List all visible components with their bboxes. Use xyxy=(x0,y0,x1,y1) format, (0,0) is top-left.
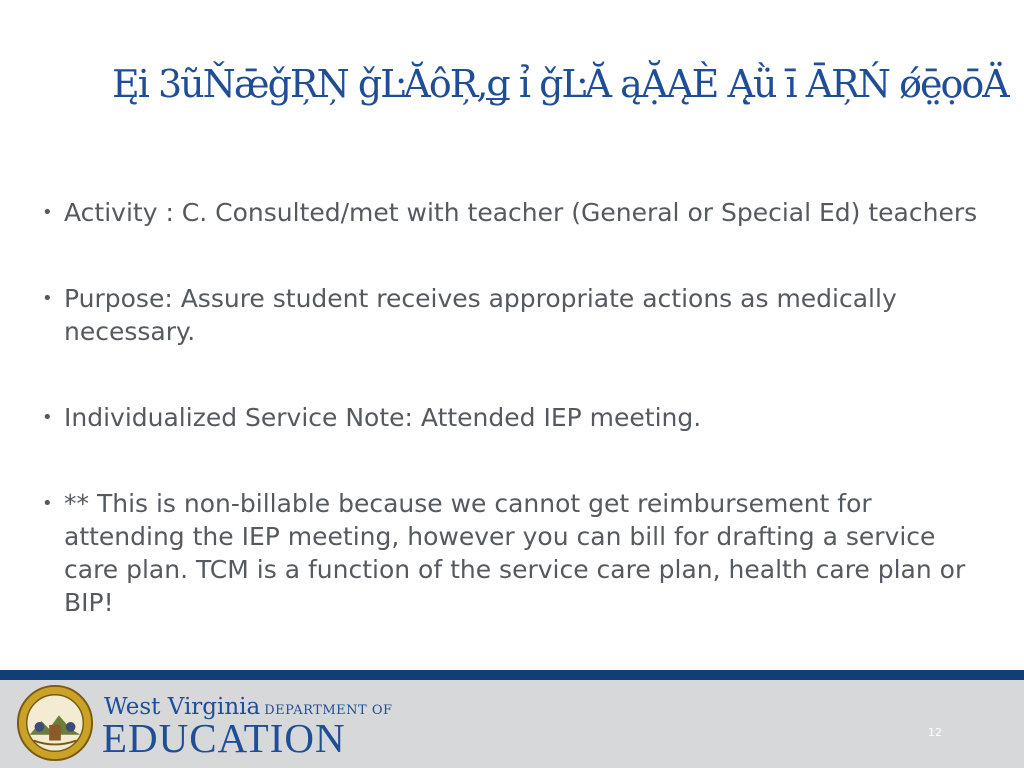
bullet-purpose xyxy=(42,282,992,348)
page-number: 12 xyxy=(928,726,942,739)
bullet-text: Purpose: Assure student receives appropriate actions as medically necessary. xyxy=(64,284,897,346)
bullet-non-billable xyxy=(42,487,992,619)
footer-divider xyxy=(0,670,1024,680)
logo-department: DEPARTMENT OF xyxy=(264,703,393,718)
bullet-dot: • xyxy=(42,288,53,309)
bullet-text: Individualized Service Note: Attended IEP meeting. xyxy=(64,403,702,432)
bullet-list xyxy=(42,196,992,619)
logo-education: EDUCATION xyxy=(102,715,346,761)
slide-title: Ęi 3ũŇǣǧŖŅ ǧĿĂôŖ,ǥ ỉ ǧĿĂ ąẶĄÈ Ą̣ǜ ī ĀŖŃ ǿē̤ọōÄ xyxy=(112,62,1008,106)
logo-state-name: West Virginia xyxy=(104,694,261,720)
bullet-text: Activity : C. Consulted/met with teacher (General or Special Ed) teachers xyxy=(64,198,978,227)
bullet-text: ** This is non-billable because we cannot get reimbursement for attending the IEP meeting, however you can bill for drafting a service care plan. TCM is a function of the service care plan, health care plan or BIP! xyxy=(64,489,966,617)
bullet-dot: • xyxy=(42,202,53,223)
state-seal-icon xyxy=(16,684,94,762)
bullet-dot: • xyxy=(42,493,53,514)
bullet-activity xyxy=(42,196,992,229)
bullet-service-note xyxy=(42,401,992,434)
bullet-dot: • xyxy=(42,407,53,428)
